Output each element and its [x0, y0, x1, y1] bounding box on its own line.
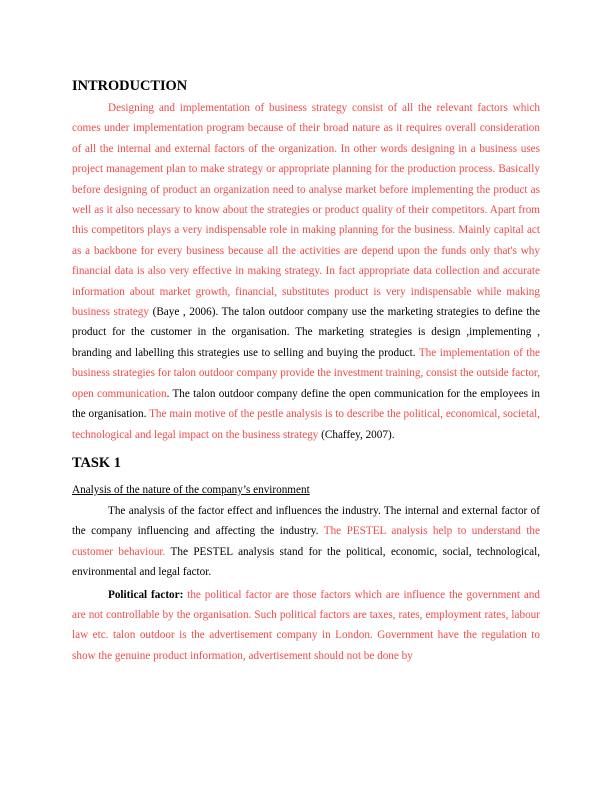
- task1-subheading: Analysis of the nature of the company’s environment: [72, 483, 310, 496]
- political-factor-paragraph: [72, 585, 540, 667]
- introduction-heading: INTRODUCTION: [72, 78, 188, 94]
- intro-text-6: (Chaffey, 2007).: [318, 428, 395, 441]
- intro-highlight-1: Designing and implementation of business strategy consist of all the relevant factors which comes under implementation program because of their broad nature as it requires overall consideration of all the internal and external factors of the organization. In other words designing in a business uses project management plan to make strategy or appropriate planning for the production process. Basically before designing of product an organization need to analyse market before implementing the product as well as it also necessary to know about the strategies or product quality of their competitors. Apart from this competitors plays a very indispensable role in making planning for the business. Mainly capital act as a backbone for every business because all the activities are depend upon the funds only that's why financial data is also very effective in making strategy. In fact appropriate data collection and accurate information about market growth, financial, substitutes product is very indispensable while making business strategy: [72, 102, 540, 319]
- intro-highlight-5: The main motive of the pestle analysis is to describe the political, economical, societal, technological and legal impact on the business strategy: [72, 408, 540, 441]
- political-factor-label: Political factor:: [108, 588, 184, 601]
- intro-highlight-3: The implementation of the business strategies for talon outdoor company provide the investment training, consist the outside factor, open communication: [72, 346, 540, 400]
- political-factor-text: the political factor are those factors which are influence the government and are not controllable by the organisation. Such political factors are taxes, rates, employment rates, labour law etc. talon outdoor is the advertisement company in London. Government have the regulation to show the genuine product information, advertisement should not be done by: [72, 588, 540, 662]
- analysis-paragraph: [72, 501, 540, 583]
- analysis-text-3: The PESTEL analysis stand for the political, economic, social, technological, environmental and legal factor.: [72, 545, 540, 579]
- task1-heading: TASK 1: [72, 454, 121, 471]
- intro-text-4: . The talon outdoor company define the open communication for the employees in the organisation.: [72, 387, 540, 421]
- document-page: [72, 76, 540, 666]
- analysis-text-1: The analysis of the factor effect and influences the industry. The internal and external factor of the company influencing and affecting the industry.: [72, 504, 540, 538]
- analysis-highlight-2: The PESTEL analysis help to understand the customer behaviour.: [72, 525, 540, 558]
- introduction-paragraph: [72, 98, 540, 445]
- intro-text-2: (Baye , 2006). The talon outdoor company use the marketing strategies to define the product for the customer in the organisation. The marketing strategies is design ,implementing , branding and labelling this strategies use to selling and buying the product.: [72, 306, 540, 359]
